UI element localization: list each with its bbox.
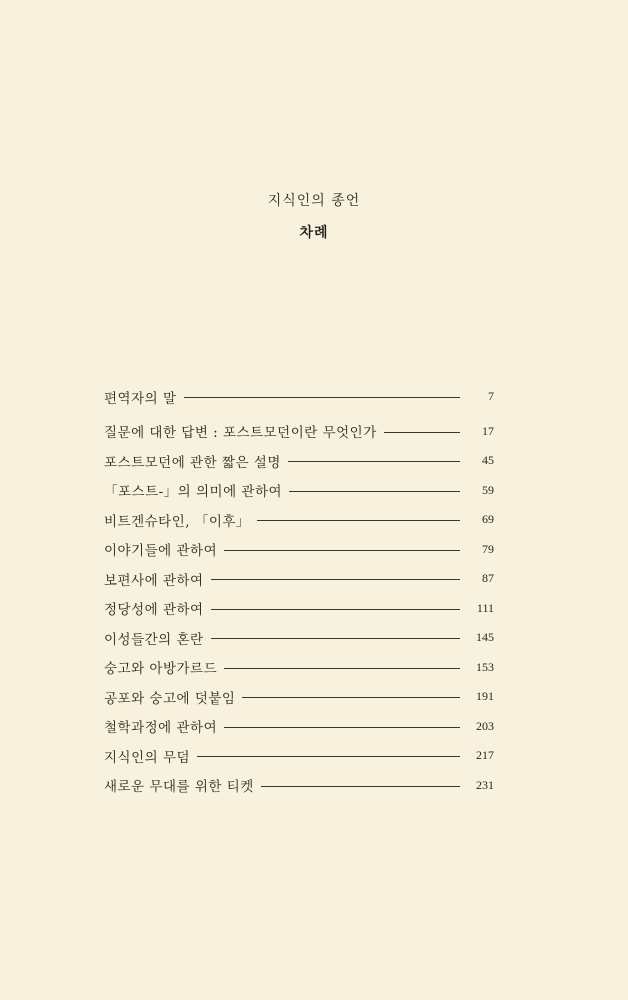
toc-entry-title: 보편사에 관하여 bbox=[104, 572, 204, 589]
toc-entry-page: 45 bbox=[482, 453, 494, 468]
toc-entry-title: 편역자의 말 bbox=[104, 390, 177, 407]
toc-entry bbox=[104, 382, 494, 412]
leader-line bbox=[211, 579, 460, 580]
toc-entry bbox=[104, 653, 494, 683]
toc-entry-page: 231 bbox=[476, 777, 494, 792]
toc-entry bbox=[104, 564, 494, 594]
toc-entry-page: 79 bbox=[482, 541, 494, 556]
toc-entry-title: 이야기들에 관하여 bbox=[104, 543, 218, 560]
toc-entry bbox=[104, 623, 494, 653]
toc-entry bbox=[104, 594, 494, 624]
toc-entry-page: 69 bbox=[482, 512, 494, 527]
toc-entry-title: 철학과정에 관하여 bbox=[104, 720, 218, 737]
toc-entry-title: 숭고와 아방가르드 bbox=[104, 661, 218, 678]
toc-entry-title: 지식인의 무덤 bbox=[104, 749, 191, 766]
toc-entry-page: 217 bbox=[476, 748, 494, 763]
leader-line bbox=[197, 756, 460, 757]
toc-entry-page: 191 bbox=[476, 689, 494, 704]
toc-entry bbox=[104, 417, 494, 447]
toc-entry-title: 새로운 무대를 위한 티켓 bbox=[104, 779, 254, 796]
leader-line bbox=[224, 668, 460, 669]
toc-entry-title: 포스트모던에 관한 짧은 설명 bbox=[104, 454, 281, 471]
toc-entry bbox=[104, 476, 494, 506]
toc-entry-title: 질문에 대한 답변 : 포스트모던이란 무엇인가 bbox=[104, 425, 377, 442]
toc-entry bbox=[104, 505, 494, 535]
toc-entry bbox=[104, 771, 494, 801]
leader-line bbox=[242, 697, 460, 698]
book-title: 지식인의 종언 bbox=[267, 193, 361, 209]
toc-entry-title: 정당성에 관하여 bbox=[104, 602, 204, 619]
toc-heading: 차례 bbox=[299, 225, 329, 241]
leader-line bbox=[257, 520, 460, 521]
leader-line bbox=[211, 609, 460, 610]
toc-entry bbox=[104, 446, 494, 476]
toc-entry bbox=[104, 682, 494, 712]
toc-entry-page: 87 bbox=[482, 571, 494, 586]
toc-entry-page: 145 bbox=[476, 630, 494, 645]
toc-entry-page: 203 bbox=[476, 718, 494, 733]
toc-entry bbox=[104, 535, 494, 565]
toc-entry-title: 공포와 숭고에 덧붙임 bbox=[104, 690, 236, 707]
toc-entry-page: 7 bbox=[488, 389, 494, 404]
toc-entry bbox=[104, 741, 494, 771]
leader-line bbox=[261, 786, 460, 787]
leader-line bbox=[184, 397, 461, 398]
leader-line bbox=[288, 461, 460, 462]
toc-entry-page: 59 bbox=[482, 482, 494, 497]
toc-entry-page: 17 bbox=[482, 423, 494, 438]
toc-entry-page: 153 bbox=[476, 659, 494, 674]
leader-line bbox=[289, 491, 460, 492]
leader-line bbox=[224, 727, 460, 728]
leader-line bbox=[211, 638, 460, 639]
toc-entry-title: 「포스트-」의 의미에 관하여 bbox=[104, 484, 283, 501]
toc-entry-title: 비트겐슈타인, 「이후」 bbox=[104, 513, 250, 530]
leader-line bbox=[384, 432, 460, 433]
toc-entry-page: 111 bbox=[476, 600, 494, 615]
leader-line bbox=[224, 550, 460, 551]
toc-entry bbox=[104, 712, 494, 742]
toc-entry-title: 이성들간의 혼란 bbox=[104, 631, 204, 648]
table-of-contents bbox=[104, 382, 494, 800]
